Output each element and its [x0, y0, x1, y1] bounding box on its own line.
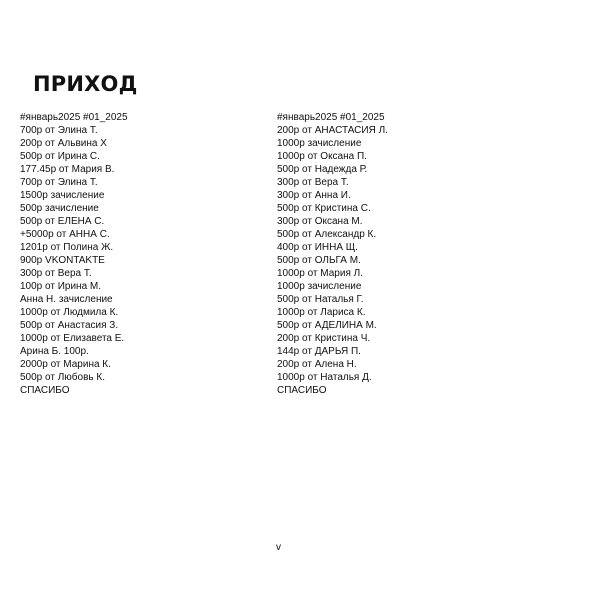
income-entry: 200р от АНАСТАСИЯ Л.: [277, 125, 388, 136]
income-entry: 1000р зачисление: [277, 281, 362, 292]
income-entry: 500р зачисление: [20, 203, 99, 214]
income-entry: 700р от Элина Т.: [20, 125, 98, 136]
income-entry: 2000р от Марина К.: [20, 359, 111, 370]
income-entry: 500р от Наталья Г.: [277, 294, 364, 305]
income-entry: +5000р от АННА С.: [20, 229, 110, 240]
income-list-left: [20, 111, 128, 397]
income-entry: 200р от Альвина Х: [20, 138, 107, 149]
income-entry: 300р от Вера Т.: [277, 177, 349, 188]
income-entry: 177.45р от Мария В.: [20, 164, 115, 175]
income-entry: 500р от Анастасия З.: [20, 320, 119, 331]
income-entry: 300р от Анна И.: [277, 190, 351, 201]
income-entry: 1000р зачисление: [277, 138, 362, 149]
income-entry: 144р от ДАРЬЯ П.: [277, 346, 361, 357]
income-entry: 1000р от Наталья Д.: [277, 372, 372, 383]
income-entry: 1000р от Мария Л.: [277, 268, 363, 279]
income-entry: 500р от Александр К.: [277, 229, 377, 240]
income-entry: #январь2025 #01_2025: [277, 112, 385, 123]
income-entry: 500р от АДЕЛИНА М.: [277, 320, 377, 331]
income-entry: 1000р от Оксана П.: [277, 151, 367, 162]
income-entry: 500р от Любовь К.: [20, 372, 105, 383]
income-entry: 1000р от Лариса К.: [277, 307, 366, 318]
income-entry: #январь2025 #01_2025: [20, 112, 128, 123]
income-entry: 1000р от Елизавета Е.: [20, 333, 125, 344]
income-entry: Арина Б. 100р.: [20, 346, 89, 357]
page-title: ПРИХОД: [33, 72, 138, 96]
income-entry: 500р от Кристина С.: [277, 203, 371, 214]
income-entry: 1201р от Полина Ж.: [20, 242, 114, 253]
income-entry: 900р VKONTAKTE: [20, 255, 105, 266]
income-entry: 700р от Элина Т.: [20, 177, 98, 188]
income-entry: 100р от Ирина М.: [20, 281, 102, 292]
income-entry: 500р от ОЛЬГА М.: [277, 255, 361, 266]
income-entry: 1500р зачисление: [20, 190, 105, 201]
income-entry: 300р от Оксана М.: [277, 216, 363, 227]
income-entry: 200р от Алена Н.: [277, 359, 357, 370]
income-entry: 500р от ЕЛЕНА С.: [20, 216, 105, 227]
income-entry: 400р от ИННА Щ.: [277, 242, 358, 253]
income-entry: 500р от Ирина С.: [20, 151, 100, 162]
income-entry: Анна Н. зачисление: [20, 294, 113, 305]
income-entry: СПАСИБО: [277, 385, 327, 396]
income-entry: 300р от Вера Т.: [20, 268, 92, 279]
page-marker: v: [276, 542, 281, 553]
income-entry: 200р от Кристина Ч.: [277, 333, 371, 344]
income-entry: 500р от Надежда Р.: [277, 164, 368, 175]
income-list-right: [277, 111, 388, 397]
income-entry: 1000р от Людмила К.: [20, 307, 119, 318]
income-entry: СПАСИБО: [20, 385, 70, 396]
